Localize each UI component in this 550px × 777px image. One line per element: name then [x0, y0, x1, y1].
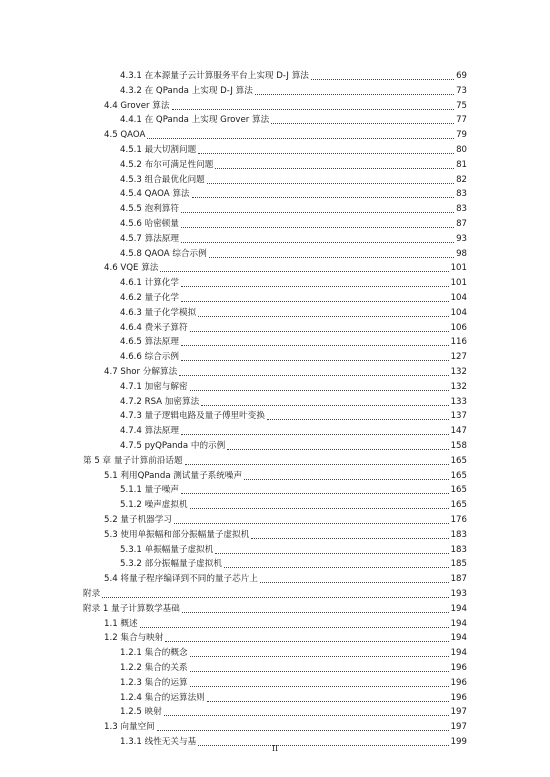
toc-entry[interactable] [83, 454, 467, 467]
toc-entry-title: 附录 [83, 589, 101, 599]
toc-entry-page: 93 [456, 233, 467, 244]
toc-entry[interactable] [120, 350, 467, 363]
toc-entry-title: 4.4 Grover 算法 [104, 100, 170, 111]
dot-leader [311, 79, 454, 80]
toc-entry-title: 4.7.4 算法原理 [120, 426, 179, 437]
toc-entry-page: 132 [450, 381, 467, 392]
dot-leader [174, 523, 449, 524]
dot-leader [185, 464, 449, 465]
toc-entry-title: 4.3.2 在 QPanda 上实现 D-J 算法 [120, 85, 253, 96]
dot-leader [224, 567, 449, 568]
toc-entry[interactable] [120, 409, 467, 422]
toc-entry[interactable] [120, 158, 467, 171]
toc-entry-page: 158 [450, 441, 467, 451]
toc-entry-title: 5.4 将量子程序编译到不同的量子芯片上 [104, 574, 258, 585]
toc-entry[interactable] [120, 291, 467, 304]
toc-entry-page: 165 [450, 500, 467, 511]
toc-entry[interactable] [120, 202, 467, 215]
toc-entry[interactable] [120, 335, 467, 348]
toc-entry-title: 4.5.1 最大切割问题 [120, 145, 197, 155]
toc-entry-page: 69 [456, 71, 467, 81]
dot-leader [160, 271, 448, 272]
toc-entry-title: 5.3.2 部分振幅量子虚拟机 [120, 559, 222, 570]
toc-entry-page: 194 [450, 618, 467, 629]
toc-entry[interactable] [120, 424, 467, 437]
toc-entry-page: 132 [450, 367, 467, 377]
toc-entry-title: 5.3.1 单振幅量子虚拟机 [120, 544, 214, 555]
toc-entry[interactable] [120, 380, 467, 393]
toc-entry[interactable] [120, 247, 467, 260]
toc-entry-title: 1.2.4 集合的运算法则 [120, 692, 205, 703]
dot-leader [140, 627, 449, 628]
toc-entry-page: 196 [450, 663, 467, 673]
toc-entry-page: 176 [450, 515, 467, 525]
toc-entry-page: 81 [456, 159, 467, 170]
dot-leader [190, 671, 449, 672]
toc-entry-page: 87 [456, 219, 467, 229]
toc-entry-title: 1.3 向量空间 [104, 722, 155, 733]
toc-entry[interactable] [120, 705, 467, 718]
toc-entry-title: 4.3.1 在本源量子云计算服务平台上实现 D-J 算法 [120, 71, 309, 81]
toc-entry[interactable] [120, 483, 467, 496]
page-number: II [271, 744, 279, 753]
toc-entry-page: 127 [450, 352, 467, 363]
toc-entry-title: 4.7.1 加密与解密 [120, 381, 188, 392]
toc-entry[interactable] [120, 84, 467, 97]
toc-entry[interactable] [83, 602, 467, 615]
toc-entry-page: 183 [450, 529, 467, 540]
toc-entry-title: 4.5.6 哈密顿量 [120, 219, 179, 229]
toc-entry-title: 1.2.5 映射 [120, 707, 162, 718]
dot-leader [181, 286, 449, 287]
dot-leader [227, 449, 448, 450]
toc-entry[interactable] [120, 646, 467, 659]
dot-leader [260, 582, 449, 583]
toc-entry[interactable] [120, 187, 467, 200]
dot-leader [181, 493, 449, 494]
toc-entry-page: 165 [450, 470, 467, 481]
toc-entry-page: 77 [456, 115, 467, 126]
toc-entry-title: 4.4.1 在 QPanda 上实现 Grover 算法 [120, 115, 270, 126]
toc-entry-page: 165 [450, 455, 467, 466]
toc-entry-title: 4.6.6 综合示例 [120, 352, 179, 363]
dot-leader [201, 405, 448, 406]
toc-entry-page: 137 [450, 411, 467, 422]
dot-leader [209, 257, 454, 258]
toc-entry-title: 4.5.2 布尔可满足性问题 [120, 159, 214, 170]
dot-leader [182, 612, 449, 613]
dot-leader [165, 641, 448, 642]
toc-entry-page: 147 [450, 426, 467, 437]
toc-entry-page: 80 [456, 145, 467, 155]
dot-leader [181, 227, 454, 228]
toc-entry-title: 4.6.3 量子化学模拟 [120, 307, 197, 318]
toc-entry[interactable] [120, 173, 467, 186]
toc-entry-title: 4.7.2 RSA 加密算法 [120, 396, 200, 407]
toc-entry[interactable] [104, 128, 467, 141]
toc-entry[interactable] [120, 232, 467, 245]
toc-entry[interactable] [120, 276, 467, 289]
toc-entry-page: 197 [450, 707, 467, 718]
toc-entry[interactable] [104, 720, 467, 733]
dot-leader [181, 301, 449, 302]
dot-leader [172, 109, 455, 110]
toc-entry-title: 4.6.4 费米子算符 [120, 322, 188, 333]
toc-entry-title: 1.2 集合与映射 [104, 633, 164, 644]
dot-leader [215, 168, 454, 169]
dot-leader [164, 715, 449, 716]
toc-entry[interactable] [104, 469, 467, 482]
toc-entry-title: 5.1.1 量子噪声 [120, 485, 179, 496]
toc-entry-title: 4.5.5 泡利算符 [120, 204, 179, 215]
dot-leader [255, 94, 454, 95]
toc-entry-page: 165 [450, 485, 467, 496]
toc-entry-page: 83 [456, 189, 467, 200]
toc-entry[interactable] [120, 661, 467, 674]
dot-leader [198, 153, 454, 154]
dot-leader [102, 597, 448, 598]
toc-entry[interactable] [120, 217, 467, 230]
dot-leader [190, 390, 449, 391]
toc-entry-title: 4.7 Shor 分解算法 [104, 367, 178, 377]
dot-leader [190, 686, 449, 687]
toc-entry-page: 187 [450, 574, 467, 585]
dot-leader [157, 730, 449, 731]
toc-entry-page: 104 [450, 307, 467, 318]
toc-entry[interactable] [104, 513, 467, 526]
toc-entry[interactable] [104, 261, 467, 274]
toc-entry[interactable] [120, 439, 467, 452]
toc-entry-page: 83 [456, 204, 467, 215]
dot-leader [192, 197, 455, 198]
toc-entry-page: 193 [450, 589, 467, 599]
toc-entry-page: 194 [450, 633, 467, 644]
toc-entry-page: 185 [450, 559, 467, 570]
dot-leader [251, 538, 448, 539]
toc-entry-title: 4.5.7 算法原理 [120, 233, 179, 244]
toc-entry-page: 196 [450, 677, 467, 688]
dot-leader [190, 331, 449, 332]
toc-entry-page: 101 [450, 263, 467, 274]
toc-entry-title: 4.5.3 组合最优化问题 [120, 174, 205, 185]
toc-entry-page: 79 [456, 130, 467, 141]
toc-entry-title: 4.5.8 QAOA 综合示例 [120, 248, 207, 259]
toc-entry-title: 1.3.1 线性无关与基 [120, 737, 197, 747]
toc-entry[interactable] [104, 365, 467, 378]
toc-entry[interactable] [120, 69, 467, 82]
toc-entry-title: 第 5 章 量子计算前沿话题 [83, 455, 183, 466]
dot-leader [179, 375, 448, 376]
toc-entry[interactable] [104, 528, 467, 541]
toc-entry-page: 101 [450, 278, 467, 289]
toc-entry[interactable] [104, 631, 467, 644]
toc-entry[interactable] [120, 676, 467, 689]
toc-entry-page: 75 [456, 100, 467, 111]
toc-entry-page: 196 [450, 692, 467, 703]
dot-leader [190, 508, 449, 509]
toc-entry-title: 4.6 VQE 算法 [104, 263, 159, 274]
toc-entry[interactable] [104, 617, 467, 630]
dot-leader [181, 242, 454, 243]
toc-entry-title: 4.6.1 计算化学 [120, 278, 179, 289]
toc-entry-title: 5.2 量子机器学习 [104, 515, 172, 525]
toc-entry[interactable] [120, 498, 467, 511]
toc-entry[interactable] [120, 691, 467, 704]
toc-entry[interactable] [120, 306, 467, 319]
dot-leader [147, 138, 454, 139]
toc-entry[interactable] [104, 572, 467, 585]
toc-entry-title: 1.1 概述 [104, 618, 138, 629]
dot-leader [198, 316, 448, 317]
toc-entry-title: 4.7.5 pyQPanda 中的示例 [120, 441, 226, 451]
toc-entry-page: 183 [450, 544, 467, 555]
dot-leader [181, 360, 449, 361]
toc-entry-title: 4.5 QAOA [104, 130, 146, 141]
toc-entry-title: 4.6.5 算法原理 [120, 337, 179, 348]
dot-leader [207, 701, 449, 702]
toc-entry-page: 197 [450, 722, 467, 733]
toc-entry-title: 1.2.3 集合的运算 [120, 677, 188, 688]
toc-entry-page: 194 [450, 648, 467, 659]
toc-entry[interactable] [120, 395, 467, 408]
toc-entry-title: 5.3 使用单振幅和部分振幅量子虚拟机 [104, 529, 250, 540]
toc-entry-title: 4.7.3 量子逻辑电路及量子傅里叶变换 [120, 411, 265, 422]
toc-entry-page: 133 [450, 396, 467, 407]
toc-entry-title: 4.6.2 量子化学 [120, 293, 179, 303]
dot-leader [207, 183, 454, 184]
dot-leader [215, 553, 448, 554]
toc-entry-page: 82 [456, 174, 467, 185]
dot-leader [267, 419, 449, 420]
toc-entry[interactable] [104, 99, 467, 112]
toc-entry[interactable] [120, 113, 467, 126]
toc-entry[interactable] [83, 587, 467, 600]
toc-entry-page: 116 [450, 337, 467, 348]
toc-entry-page: 98 [456, 248, 467, 259]
toc-entry-title: 5.1 利用QPanda 测试量子系统噪声 [104, 470, 243, 481]
toc-entry-page: 199 [450, 737, 467, 747]
toc-entry-title: 4.5.4 QAOA 算法 [120, 189, 190, 200]
dot-leader [181, 345, 449, 346]
toc-entry[interactable] [120, 143, 467, 156]
dot-leader [181, 212, 454, 213]
toc-entry-page: 106 [450, 322, 467, 333]
toc-entry-title: 5.1.2 噪声虚拟机 [120, 500, 188, 511]
dot-leader [271, 123, 454, 124]
toc-entry-page: 194 [450, 603, 467, 614]
toc-entry[interactable] [120, 543, 467, 556]
toc-entry-page: 73 [456, 85, 467, 96]
dot-leader [190, 656, 449, 657]
toc-entry-page: 104 [450, 293, 467, 303]
toc-entry[interactable] [120, 557, 467, 570]
toc-entry-title: 1.2.2 集合的关系 [120, 663, 188, 673]
toc-entry-title: 附录 1 量子计算数学基础 [83, 603, 180, 614]
toc-entry[interactable] [120, 321, 467, 334]
dot-leader [181, 434, 449, 435]
dot-leader [244, 479, 449, 480]
toc-entry-title: 1.2.1 集合的概念 [120, 648, 188, 659]
